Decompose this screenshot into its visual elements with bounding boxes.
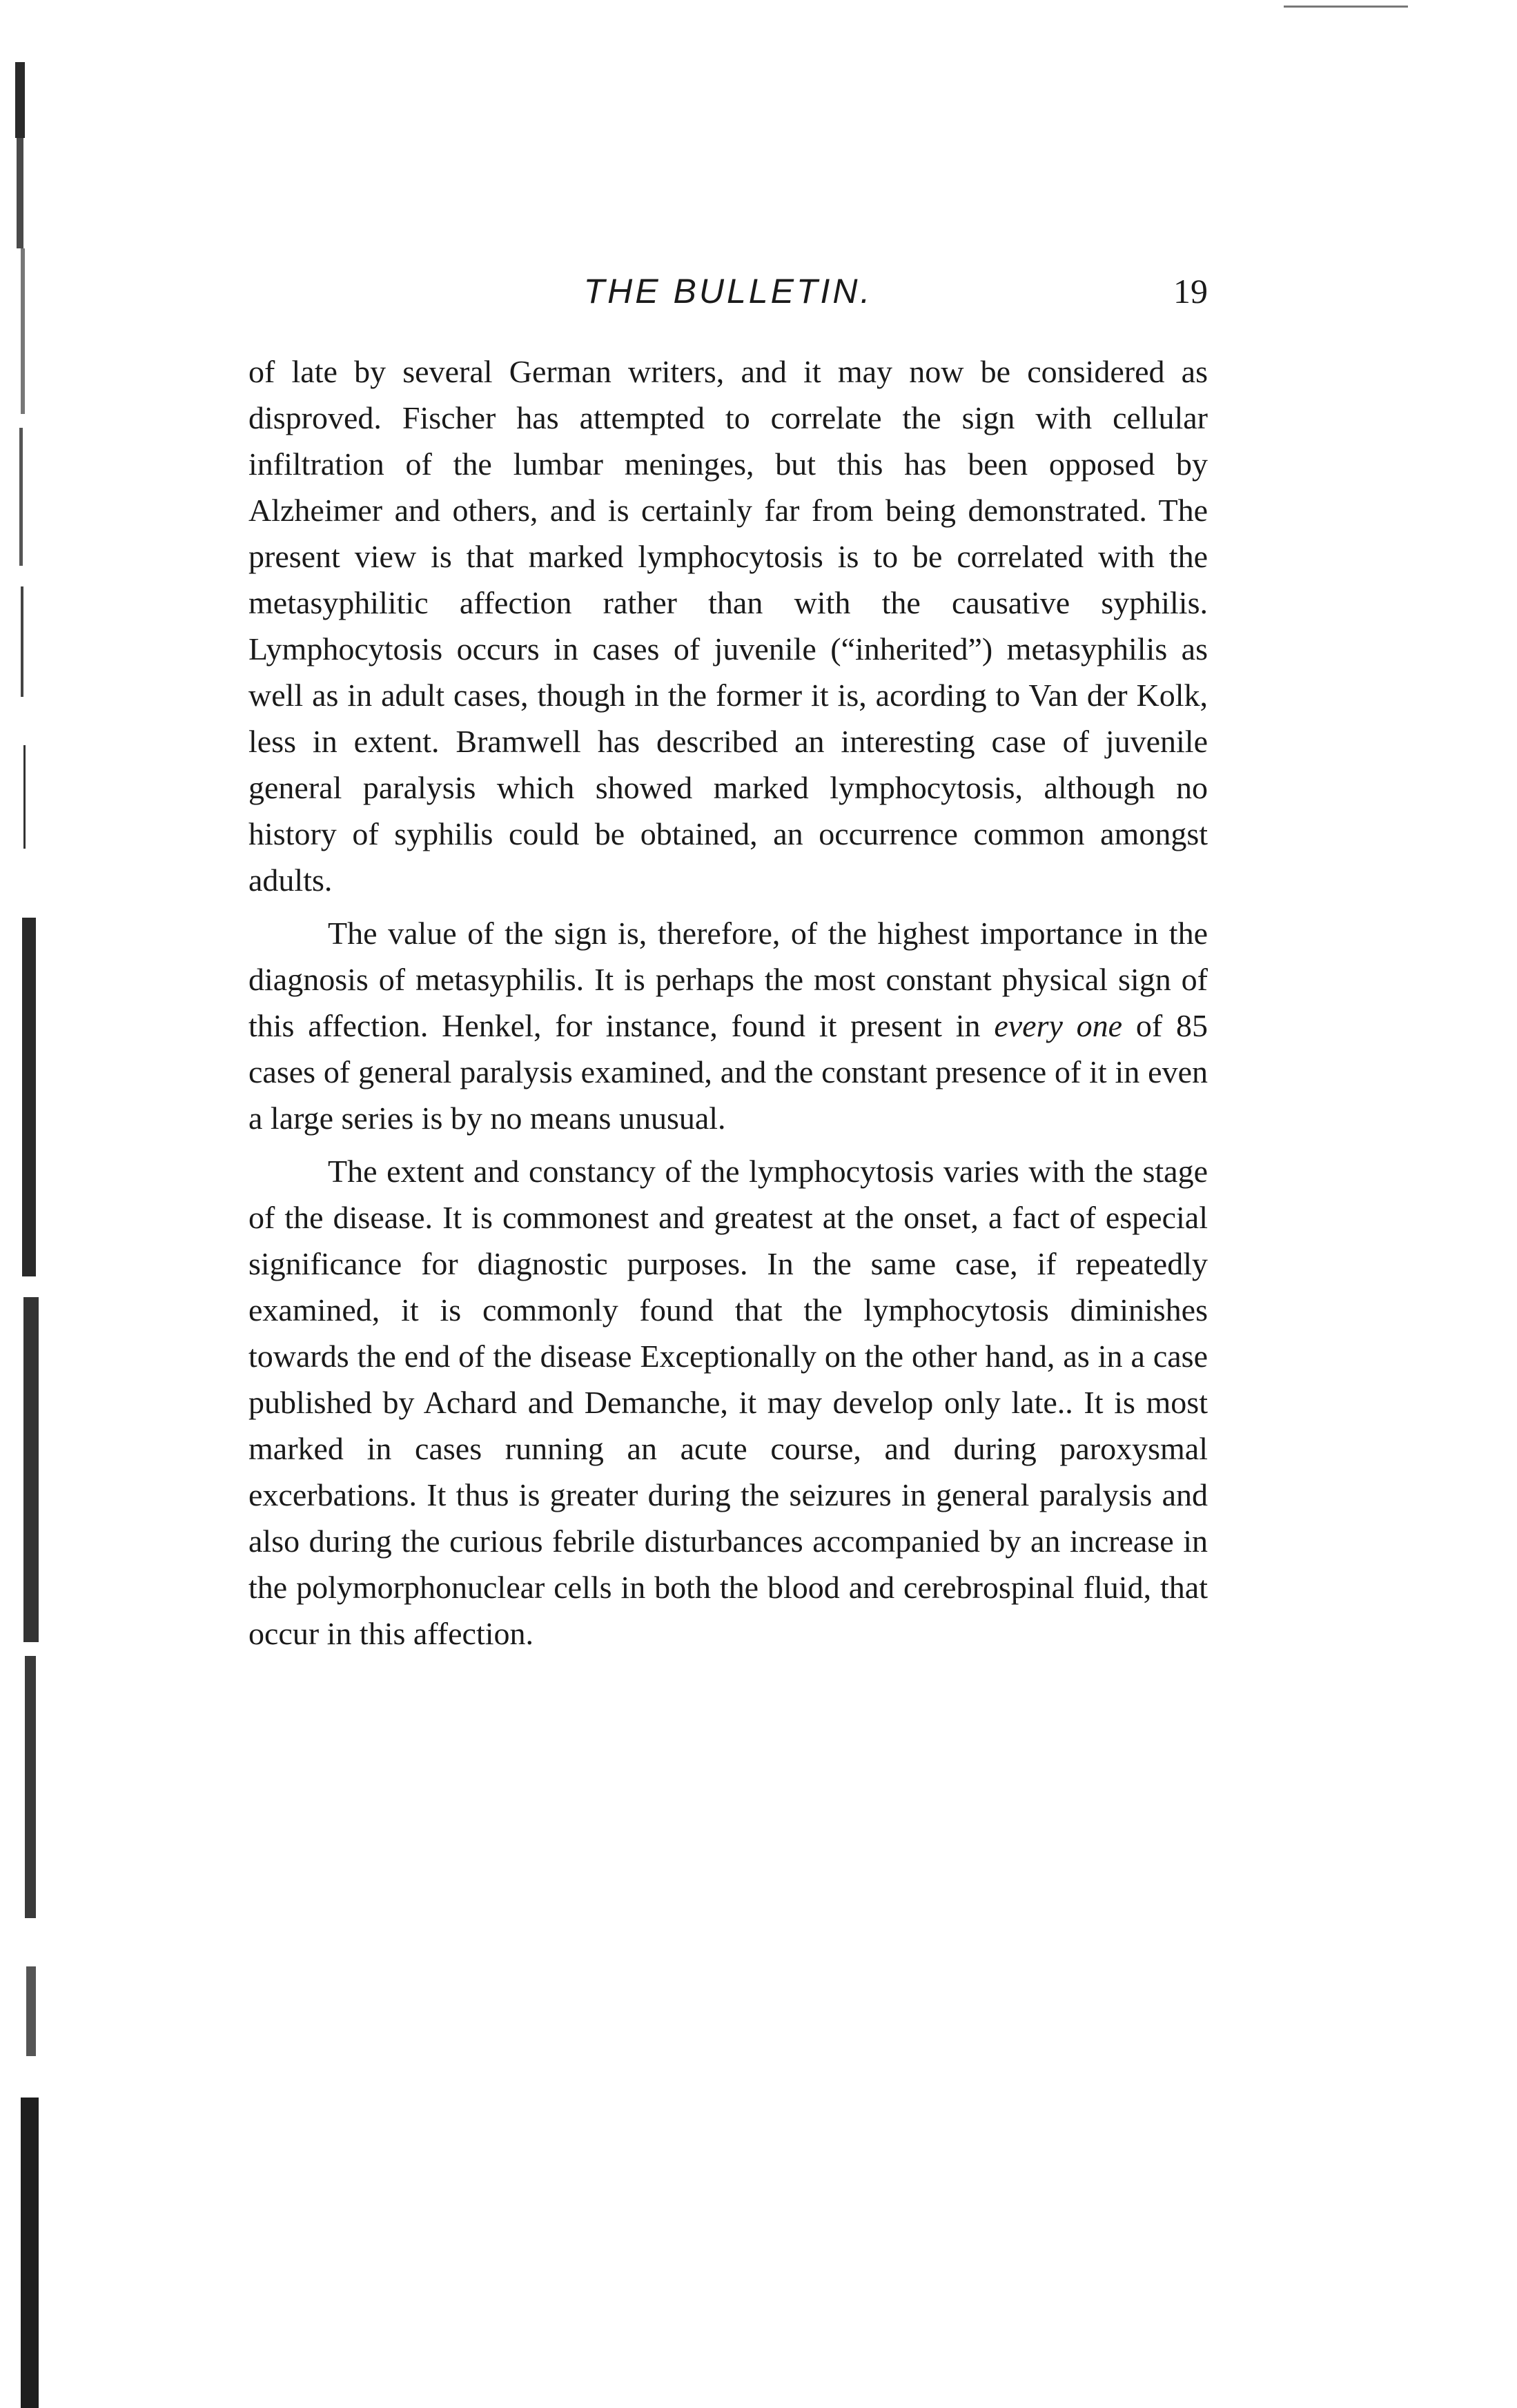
running-head: THE BULLETIN. — [583, 272, 873, 310]
body-text — [248, 348, 1208, 1664]
paragraph-3: The extent and constancy of the lymphocytosis varies with the stage of the disease. It is commonest and greatest at the onset, a fact of especial significance for diagnostic purposes. In the same case, if repeatedly examined, it is commonly found that the lymphocytosis diminishes towards the end of the disease Exceptionally on the other hand, as in a case published by Achard and Demanche, it may develop only late.. It is most marked in cases running an acute course, and during paroxysmal excerbations. It thus is greater during the seizures in general paralysis and also during the curious febrile disturbances accompanied by an increase in the polymorphonuclear cells in both the blood and cerebrospinal fluid, that occur in this affection. — [248, 1154, 1208, 1651]
page-number: 19 — [1173, 272, 1208, 310]
paragraph-2-text-b: of 85 cases of general paralysis examined, and the constant presence of it in even a large series is by no means unusual. — [248, 1008, 1208, 1136]
page-header — [248, 264, 1208, 319]
paragraph-2-emphasis: every one — [994, 1008, 1123, 1043]
paragraph-2 — [248, 910, 1208, 1141]
scan-binding-edge — [0, 0, 179, 2408]
paragraph-2-text-a: The value of the sign is, therefore, of the highest importance in the diagnosis of metasyphilis. It is perhaps the most constant physical sign of this affection. Henkel, for instance, found it present in — [248, 916, 1208, 1043]
paragraph-1: of late by several German writers, and it may now be considered as disproved. Fischer has attempted to correlate the sign with cellular infiltration of the lumbar meninges, but this has been opposed by Alzheimer and others, and is certainly far from being demonstrated. The present view is that marked lymphocytosis is to be correlated with the metasyphilitic affection rather than with the causative syphilis. Lymphocytosis occurs in cases of juvenile (“inherited”) metasyphilis as well as in adult cases, though in the former it is, acording to Van der Kolk, less in extent. Bramwell has described an interesting case of juvenile general paralysis which showed marked lymphocytosis, although no history of syphilis could be obtained, an occurrence common amongst adults. — [248, 354, 1208, 898]
top-rule — [1284, 6, 1408, 8]
